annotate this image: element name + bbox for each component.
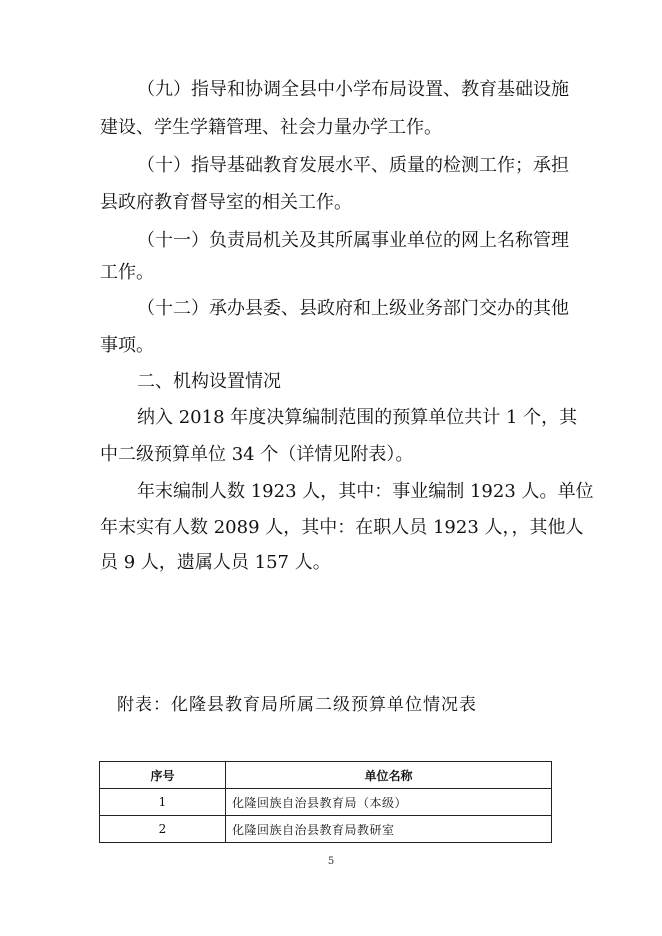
paragraph-9-line-2: 建设、学生学籍管理、社会力量办学工作。 — [100, 117, 442, 138]
staffing-line-2: 年末实有人数 2089 人，其中：在职人员 1923 人，，其他人 — [100, 517, 584, 538]
paragraph-12-line-1: （十二）承办县委、县政府和上级业务部门交办的其他 — [137, 298, 569, 319]
appendix-table — [99, 761, 552, 843]
paragraph-12-line-2: 事项。 — [100, 335, 154, 356]
table-row — [100, 789, 552, 816]
scope-line-2: 中二级预算单位 34 个（详情见附表）。 — [100, 444, 414, 465]
table-row — [100, 816, 552, 843]
table-header-row — [100, 762, 552, 789]
paragraph-11-line-2: 工作。 — [100, 262, 154, 283]
header-seq: 序号 — [100, 762, 226, 789]
section-heading: 二、机构设置情况 — [137, 371, 281, 392]
row-name: 化隆回族自治县教育局（本级） — [226, 789, 552, 816]
paragraph-10-line-1: （十）指导基础教育发展水平、质量的检测工作；承担 — [137, 155, 569, 176]
row-seq: 2 — [100, 816, 226, 843]
staffing-line-3: 员 9 人，遗属人员 157 人。 — [100, 552, 331, 573]
staffing-line-1: 年末编制人数 1923 人，其中：事业编制 1923 人。单位 — [137, 481, 594, 502]
row-seq: 1 — [100, 789, 226, 816]
row-name: 化隆回族自治县教育局教研室 — [226, 816, 552, 843]
scope-line-1: 纳入 2018 年度决算编制范围的预算单位共计 1 个，其 — [137, 407, 578, 428]
appendix-caption: 附表：化隆县教育局所属二级预算单位情况表 — [117, 695, 477, 715]
page-number: 5 — [327, 856, 335, 867]
paragraph-10-line-2: 县政府教育督导室的相关工作。 — [100, 192, 352, 213]
paragraph-9-line-1: （九）指导和协调全县中小学布局设置、教育基础设施 — [137, 79, 569, 100]
header-name: 单位名称 — [226, 762, 552, 789]
paragraph-11-line-1: （十一）负责局机关及其所属事业单位的网上名称管理 — [137, 230, 569, 251]
